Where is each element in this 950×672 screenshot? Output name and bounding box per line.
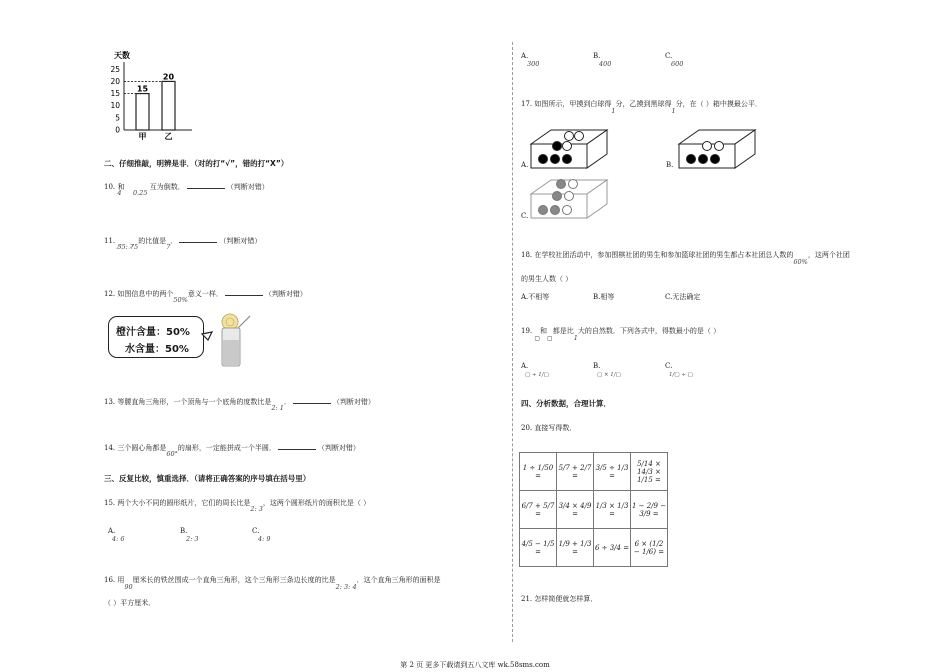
q11-t2: ． bbox=[170, 237, 178, 245]
q18-t3: 的男生人数（ ） bbox=[521, 275, 573, 283]
q16-c-value: 600 bbox=[671, 60, 684, 68]
q19-option-b[interactable] bbox=[593, 362, 621, 378]
q16-a-label: A. bbox=[521, 52, 529, 60]
q18-option-a[interactable] bbox=[521, 292, 549, 302]
q19-b-label: B. bbox=[593, 362, 601, 370]
q15-t1: 两个大小不同的圆形纸片，它们的周长比是 bbox=[117, 499, 251, 507]
q19-c-label: C. bbox=[665, 362, 673, 370]
q19-b-value: ▢ × 1/▢ bbox=[597, 372, 621, 378]
q14-t1: 三个圆心角都是 bbox=[117, 444, 167, 452]
q18-b-label: B. bbox=[593, 293, 601, 301]
q19-c-value: 1/▢ ÷ ▢ bbox=[669, 372, 693, 378]
q16-t1: 用 bbox=[117, 576, 125, 584]
q19-num: 19. bbox=[521, 327, 533, 335]
q16-b-label: B. bbox=[593, 52, 601, 60]
q12-t1: 如图信息中的两个 bbox=[117, 290, 174, 298]
q17-t3: 分，在（ ）箱中摸最公平． bbox=[675, 100, 762, 108]
q17-num: 17. bbox=[521, 100, 533, 108]
q17 bbox=[521, 99, 762, 115]
y-tick-label: 20 bbox=[110, 76, 120, 86]
q14-t3: （判断对错） bbox=[317, 444, 360, 452]
q10-frac1: 4 bbox=[117, 189, 122, 197]
q19-a-label: A. bbox=[521, 362, 529, 370]
q20-text: 直接写得数． bbox=[534, 424, 577, 432]
q16-frac1: 90 bbox=[124, 583, 133, 591]
q13-t3: （判断对错） bbox=[332, 398, 375, 406]
q21 bbox=[521, 594, 597, 604]
q21-num: 21. bbox=[521, 595, 533, 603]
q19-option-a[interactable] bbox=[521, 362, 549, 378]
q10-t1: 和 bbox=[117, 183, 125, 191]
q12 bbox=[104, 288, 307, 304]
box-a-label: A. bbox=[521, 161, 529, 169]
page-footer: 第 2 页 更多下载请到五八文库 wk.58sms.com bbox=[400, 661, 550, 669]
q20 bbox=[521, 423, 576, 433]
q11-t1: 的比值是 bbox=[138, 237, 167, 245]
q17-frac2: 1 bbox=[671, 107, 676, 115]
calc-row bbox=[520, 491, 668, 529]
q16 bbox=[104, 575, 441, 591]
bar-甲 bbox=[136, 94, 149, 130]
q14-t2: 的扇形，一定能拼成一个半圆． bbox=[177, 444, 276, 452]
calc-cell[interactable]: 3/5 ÷ 1/3 = bbox=[594, 453, 631, 491]
q15-num: 15. bbox=[104, 499, 116, 507]
ball-box-c[interactable] bbox=[521, 176, 611, 222]
q17-frac1: 1 bbox=[611, 107, 616, 115]
q15-a-label: A. bbox=[108, 527, 116, 535]
calc-cell[interactable]: 6 ÷ 3/4 = bbox=[594, 529, 631, 567]
q18-c-label: C. bbox=[665, 293, 673, 301]
calc-row bbox=[520, 529, 668, 567]
q16-t4: （ ）平方厘米． bbox=[104, 599, 156, 607]
q18-t1: 在学校社团活动中，参加围棋社团的男生和参加篮球社团的男生都占本社团总人数的 bbox=[534, 251, 794, 259]
q15-a-value: 4: 6 bbox=[112, 535, 125, 543]
q18 bbox=[521, 250, 850, 266]
q19-t2: 都是比 bbox=[552, 327, 574, 335]
q15-frac1: 2: 3 bbox=[250, 505, 263, 513]
q16-option-b[interactable] bbox=[593, 52, 611, 68]
q19-a-value: ▢ ÷ 1/▢ bbox=[525, 372, 549, 378]
q13-t2: ． bbox=[283, 398, 291, 406]
q15-b-label: B. bbox=[180, 527, 188, 535]
q14-frac1: 60° bbox=[166, 450, 178, 458]
section-2-heading: 二、仔细推敲，明辨是非．（对的打“√”，错的打“X”） bbox=[104, 159, 289, 168]
q15-b-value: 2: 3 bbox=[186, 535, 199, 543]
calc-cell[interactable]: 1/9 + 1/3 = bbox=[557, 529, 594, 567]
q10-t3: （判断对错） bbox=[226, 183, 269, 191]
juice-line2: 水含量：50% bbox=[125, 344, 189, 355]
q12-num: 12. bbox=[104, 290, 116, 298]
y-tick-label: 5 bbox=[115, 113, 120, 123]
y-tick-label: 0 bbox=[115, 125, 120, 135]
q15-option-b[interactable] bbox=[180, 527, 199, 543]
bar-value-label: 15 bbox=[136, 84, 149, 94]
q11-num: 11. bbox=[104, 237, 116, 245]
juice-speech-bubble bbox=[108, 316, 204, 358]
q10-blank[interactable] bbox=[187, 181, 225, 189]
q14-num: 14. bbox=[104, 444, 116, 452]
bar-chart bbox=[104, 46, 200, 142]
q17-t1: 如图所示，甲摸到白球得 bbox=[534, 100, 612, 108]
q12-frac1: 50% bbox=[173, 296, 188, 304]
juice-glass-image bbox=[198, 310, 262, 368]
q11-frac1: 5̸5: 7̸5 bbox=[117, 243, 139, 251]
q12-t3: （判断对错） bbox=[264, 290, 307, 298]
q15-option-a[interactable] bbox=[108, 527, 125, 543]
q19 bbox=[521, 326, 721, 342]
q14-blank[interactable] bbox=[278, 442, 316, 450]
bar-乙 bbox=[162, 81, 175, 130]
q11-frac2: 7 bbox=[166, 243, 171, 251]
q10-frac2: 0.25 bbox=[132, 189, 148, 197]
box-c-label: C. bbox=[521, 212, 529, 220]
q10 bbox=[104, 181, 269, 197]
q10-num: 10. bbox=[104, 183, 116, 191]
q19-box-b: ▢ bbox=[547, 335, 553, 342]
q21-text: 怎样简便就怎样算． bbox=[534, 595, 598, 603]
q16-num: 16. bbox=[104, 576, 116, 584]
calc-cell[interactable]: 1 − 2/9 − 3/9 = bbox=[631, 491, 668, 529]
column-divider bbox=[512, 42, 513, 642]
q18-t2: ，这两个社团 bbox=[807, 251, 850, 259]
q13-t1: 等腰直角三角形，一个顶角与一个底角的度数比是 bbox=[117, 398, 272, 406]
box-b-label: B. bbox=[666, 161, 674, 169]
q11-t3: （判断对错） bbox=[219, 237, 262, 245]
calc-row bbox=[520, 453, 668, 491]
y-tick-label: 10 bbox=[110, 101, 120, 111]
q15-option-c[interactable] bbox=[252, 527, 271, 543]
q19-box-a: ▢ bbox=[534, 335, 541, 342]
q19-t1: 和 bbox=[540, 327, 548, 335]
calc-cell[interactable]: 6/7 + 5/7 = bbox=[520, 491, 557, 529]
q16-option-c[interactable] bbox=[665, 52, 683, 68]
q17-t2: 分，乙摸到黑球得 bbox=[615, 100, 672, 108]
q18-frac1: 60% bbox=[793, 258, 808, 266]
q18-option-c[interactable] bbox=[665, 292, 700, 302]
q19-t3: 大的自然数．下列各式中，得数最小的是（ ） bbox=[577, 327, 721, 335]
q16-option-a[interactable] bbox=[521, 52, 539, 68]
calc-cell[interactable]: 1/3 × 1/3 = bbox=[594, 491, 631, 529]
q16-b-value: 400 bbox=[599, 60, 612, 68]
q19-option-c[interactable] bbox=[665, 362, 693, 378]
q18-b-value: 相等 bbox=[600, 293, 615, 301]
q18-a-value: 不相等 bbox=[528, 293, 550, 301]
q13 bbox=[104, 396, 375, 412]
q10-t2: 互为倒数． bbox=[149, 183, 185, 191]
calc-table bbox=[519, 452, 668, 567]
q16-t2: 厘米长的铁丝围成一个直角三角形，这个三角形三条边长度的比是 bbox=[132, 576, 336, 584]
q12-blank[interactable] bbox=[225, 288, 263, 296]
section-4-heading: 四、分析数据，合理计算． bbox=[521, 399, 611, 408]
q12-t2: 意义一样． bbox=[187, 290, 223, 298]
ball-box-b[interactable] bbox=[669, 126, 759, 172]
calc-cell[interactable]: 5/7 + 2/7 = bbox=[557, 453, 594, 491]
q14 bbox=[104, 442, 360, 458]
y-tick-label: 25 bbox=[110, 64, 120, 74]
category-label: 甲 bbox=[138, 132, 147, 141]
q16-frac2: 2: 3: 4 bbox=[335, 583, 357, 591]
q15-c-value: 4: 9 bbox=[258, 535, 271, 543]
calc-cell[interactable]: 1 ÷ 1/50 = bbox=[520, 453, 557, 491]
category-label: 乙 bbox=[164, 132, 173, 141]
q18-num: 18. bbox=[521, 251, 533, 259]
calc-cell[interactable]: 5/14 × 14/3 × 1/15 = bbox=[631, 453, 668, 491]
calc-cell[interactable]: 4/5 − 1/5 = bbox=[520, 529, 557, 567]
q13-blank[interactable] bbox=[293, 396, 331, 404]
q15-c-label: C. bbox=[252, 527, 260, 535]
q19-frac1: 1 bbox=[573, 334, 578, 342]
q16-a-value: 300 bbox=[527, 60, 540, 68]
q18-a-label: A. bbox=[521, 293, 529, 301]
q20-num: 20. bbox=[521, 424, 533, 432]
q15 bbox=[104, 498, 371, 513]
q11 bbox=[104, 235, 262, 251]
juice-line1: 橙汁含量：50% bbox=[116, 327, 190, 338]
q18-option-b[interactable] bbox=[593, 292, 614, 302]
calc-cell[interactable]: 6 × (1/2 − 1/6) = bbox=[631, 529, 668, 567]
q18-c-value: 无法确定 bbox=[672, 293, 701, 301]
chart-ylabel: 天数 bbox=[114, 51, 130, 60]
q13-num: 13. bbox=[104, 398, 116, 406]
q15-t2: ，这两个圆形纸片的面积比是（ ） bbox=[262, 499, 371, 507]
ball-box-a[interactable] bbox=[521, 126, 611, 172]
section-3-heading: 三、反复比较，慎重选择．（请将正确答案的序号填在括号里） bbox=[104, 474, 311, 483]
q16-c-label: C. bbox=[665, 52, 673, 60]
y-tick-label: 15 bbox=[110, 89, 120, 99]
bar-value-label: 20 bbox=[162, 72, 175, 82]
q11-blank[interactable] bbox=[179, 235, 217, 243]
calc-cell[interactable]: 3/4 × 4/9 = bbox=[557, 491, 594, 529]
q13-frac1: 2: 1 bbox=[271, 404, 284, 412]
q16-t3: ．这个直角三角形的面积是 bbox=[356, 576, 441, 584]
